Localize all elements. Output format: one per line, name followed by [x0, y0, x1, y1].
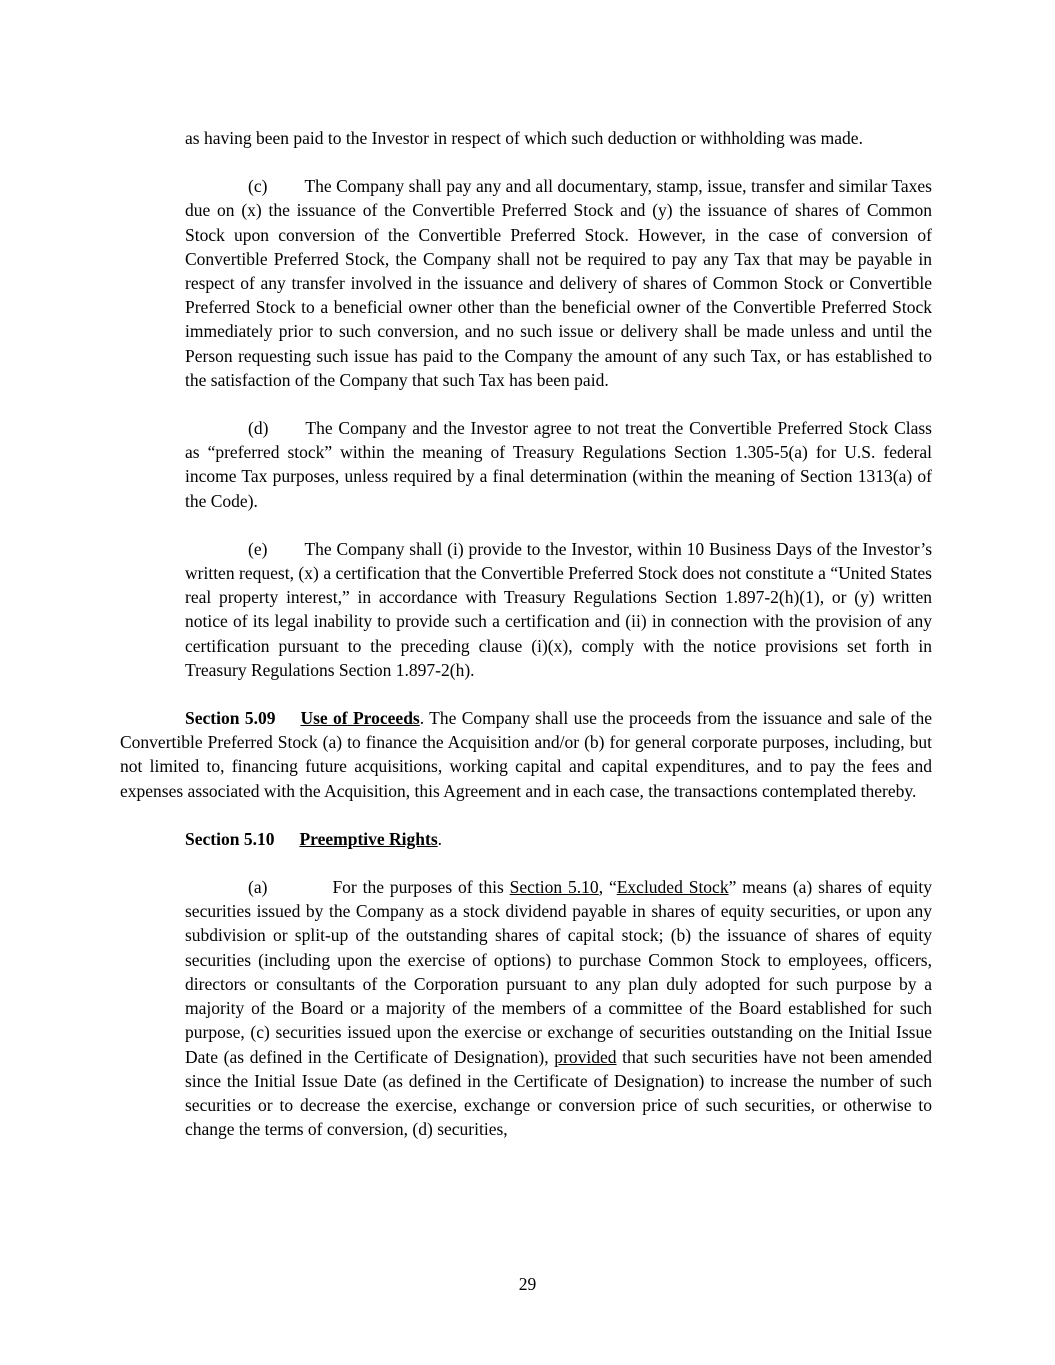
- paragraph-c: [185, 174, 932, 392]
- section-text: Use of Proceeds. The Company shall use the proceeds from the issuance and sale of the Convertible Preferred Stock (a) to finance the Acquisition and/or (b) for general corporate purposes, including, but not limited to, financing future acquisitions, working capital and capital expenditures, and to pay the fees and expenses associated with the Acquisition, this Agreement and in each case, the transactions contemplated thereby.: [120, 708, 932, 801]
- paragraph-label-e: (e): [248, 538, 268, 559]
- paragraph-label-a: (a): [248, 877, 268, 898]
- section-text: Preemptive Rights.: [299, 828, 443, 849]
- paragraph-d: [185, 416, 932, 513]
- section-heading-label: Section 5.10: [185, 828, 275, 849]
- paragraph-text: The Company shall (i) provide to the Investor, within 10 Business Days of the Investor’s written request, (x) a certification that the Convertible Preferred Stock does not constitute a “United States real property interest,” in accordance with Treasury Regulations Section 1.897-2(h)(1), or (y) written notice of its legal inability to provide such a certification and (ii) in connection with the provision of any certification pursuant to the preceding clause (i)(x), comply with the notice provisions set forth in Treasury Regulations Section 1.897-2(h).: [185, 538, 932, 680]
- section-5-10-preemptive-rights: [120, 827, 932, 851]
- section-5-09-use-of-proceeds: [120, 706, 932, 803]
- paragraph-text: as having been paid to the Investor in respect of which such deduction or withholding was made.: [185, 128, 863, 148]
- paragraph-text: For the purposes of this Section 5.10, “Excluded Stock” means (a) shares of equity securities issued by the Company as a stock dividend payable in shares of equity securities, or upon any subdivision or split-up of the outstanding shares of capital stock; (b) the issuance of shares of equity securities (including upon the exercise of options) to purchase Common Stock to employees, officers, directors or consultants of the Corporation pursuant to any plan duly adopted for such purpose by a majority of the Board or a majority of the members of a committee of the Board established for such purpose, (c) securities issued upon the exercise or exchange of securities outstanding on the Initial Issue Date (as defined in the Certificate of Designation), provided that such securities have not been amended since the Initial Issue Date (as defined in the Certificate of Designation) to increase the number of such securities or to decrease the exercise, exchange or conversion price of such securities, or otherwise to change the terms of conversion, (d) securities,: [185, 877, 932, 1140]
- paragraph-text: The Company and the Investor agree to not treat the Convertible Preferred Stock Class as “preferred stock” within the meaning of Treasury Regulations Section 1.305-5(a) for U.S. federal income Tax purposes, unless required by a final determination (within the meaning of Section 1313(a) of the Code).: [185, 418, 932, 511]
- paragraph-text: The Company shall pay any and all documentary, stamp, issue, transfer and similar Taxes due on (x) the issuance of the Convertible Preferred Stock and (y) the issuance of shares of Common Stock upon conversion of the Convertible Preferred Stock. However, in the case of conversion of Convertible Preferred Stock, the Company shall not be required to pay any Tax that may be payable in respect of any transfer involved in the issuance and delivery of shares of Common Stock or Convertible Preferred Stock to a beneficial owner other than the beneficial owner of the Convertible Preferred Stock immediately prior to such conversion, and no such issue or delivery shall be made unless and until the Person requesting such issue has paid to the Company the amount of any such Tax, or has established to the satisfaction of the Company that such Tax has been paid.: [185, 176, 932, 390]
- paragraph-a: [185, 875, 932, 1141]
- section-heading-label: Section 5.09: [185, 708, 276, 729]
- paragraph-intro-continuation: [185, 126, 932, 150]
- paragraph-e: [185, 537, 932, 682]
- page-number: 29: [518, 1274, 537, 1294]
- paragraph-label-d: (d): [248, 418, 269, 439]
- paragraph-label-c: (c): [248, 176, 268, 197]
